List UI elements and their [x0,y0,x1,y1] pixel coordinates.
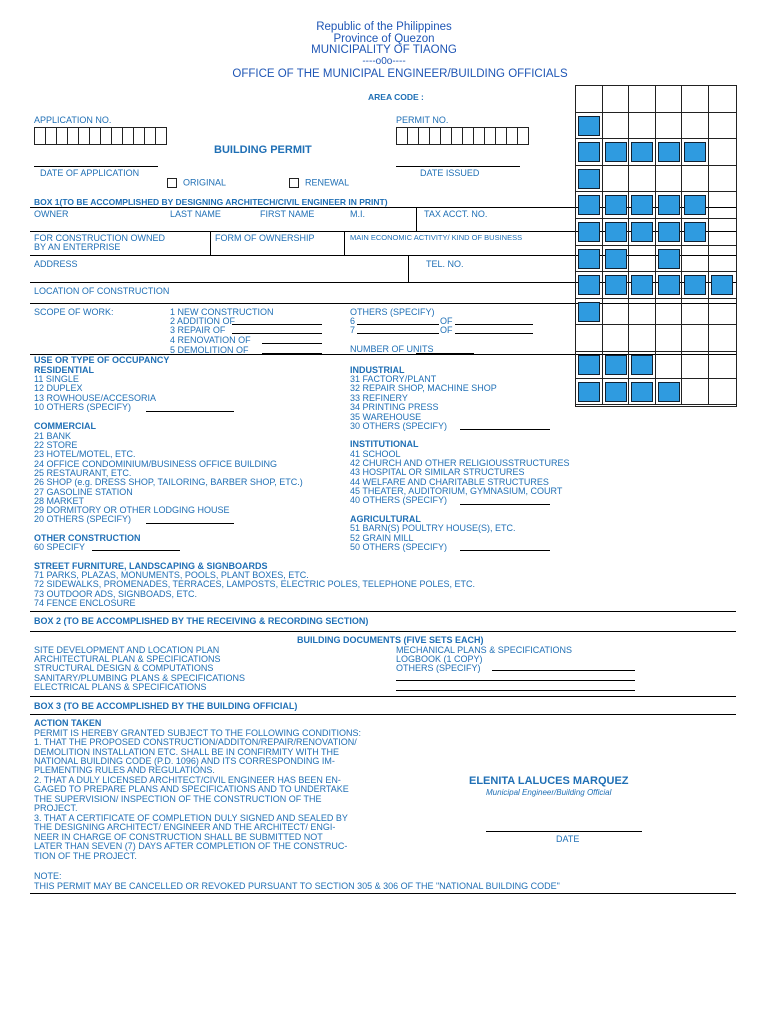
condition-line: PERMIT IS HEREBY GRANTED SUBJECT TO THE FOLLOWING CONDITIONS: [34,728,362,738]
occupancy-item: 28 MARKET [34,496,85,506]
condition-line: GAGED TO PREPARE PLANS AND SPECIFICATIONS AND TO UNDERTAKE [34,784,349,794]
header-republic: Republic of the Philippines [316,21,452,33]
grid-cell-filled [658,382,680,402]
grid-cell[interactable] [629,325,656,352]
grid-cell-filled [578,222,600,242]
occupancy-item: 44 WELFARE AND CHARITABLE STRUCTURES [350,477,549,487]
header-ornament: ----o0o---- [362,56,406,67]
occupancy-item: 13 ROWHOUSE/ACCESORIA [34,393,157,403]
grid-cell-filled [578,355,600,375]
grid-cell[interactable] [603,325,630,352]
grid-cell[interactable] [656,325,683,352]
original-label: ORIGINAL [183,177,227,188]
scope-item: 2 ADDITION OF [170,316,236,326]
grid-cell[interactable] [709,192,736,219]
enterprise-label-2: BY AN ENTERPRISE [34,242,121,252]
grid-cell[interactable] [656,86,683,113]
grid-cell[interactable] [629,246,656,273]
condition-line: THE DESIGNING ARCHITECT/ ENGINEER AND THE ARCHITECT/ ENGI- [34,822,336,832]
occupancy-item: 73 OUTDOOR ADS, SIGNBOADS, ETC. [34,589,198,599]
condition-line: PLEMENTING RULES AND REGULATIONS. [34,765,215,775]
grid-cell[interactable] [656,166,683,193]
occupancy-item: 71 PARKS, PLAZAS, MONUMENTS, POOLS, PLANT BOXES, ETC. [34,570,309,580]
occupancy-item: 24 OFFICE CONDOMINIUM/BUSINESS OFFICE BUILDING [34,459,278,469]
grid-cell-filled [658,275,680,295]
owner-label: OWNER [34,209,69,219]
last-name-label: LAST NAME [170,209,221,219]
grid-cell-filled [578,116,600,136]
address-label: ADDRESS [34,259,78,269]
official-name: ELENITA LALUCES MARQUEZ [469,775,629,787]
box2-heading: BOX 2 (TO BE ACCOMPLISHED BY THE RECEIVING & RECORDING SECTION) [34,616,369,626]
condition-line: DEMOLITION INSTALLATION ETC. SHALL BE IN CONFIRMITY WITH THE [34,747,340,757]
tax-acct-label: TAX ACCT. NO. [424,209,488,219]
grid-cell-filled [631,275,653,295]
occupancy-item: 40 OTHERS (SPECIFY) [350,495,448,505]
grid-cell-filled [658,222,680,242]
area-code-grid [575,85,737,407]
occupancy-item: 41 SCHOOL [350,449,401,459]
action-taken-label: ACTION TAKEN [34,718,102,728]
occupancy-item: 23 HOTEL/MOTEL, ETC. [34,449,136,459]
grid-cell[interactable] [682,246,709,273]
occupancy-item: 74 FENCE ENCLOSURE [34,598,136,608]
agricultural-heading: AGRICULTURAL [350,514,421,524]
grid-cell[interactable] [603,299,630,326]
scope-item: 1 NEW CONSTRUCTION [170,307,274,317]
doc-item: MECHANICAL PLANS & SPECIFICATIONS [396,645,573,655]
grid-cell-filled [658,195,680,215]
grid-cell-filled [605,222,627,242]
grid-cell-filled [578,142,600,162]
grid-cell[interactable] [656,113,683,140]
doc-item: ARCHITECTURAL PLAN & SPECIFICATIONS [34,654,221,664]
doc-item: ELECTRICAL PLANS & SPECIFICATIONS [34,682,207,692]
scope-item: 4 RENOVATION OF [170,335,251,345]
grid-cell-filled [684,275,706,295]
grid-cell-filled [631,195,653,215]
occupancy-item: 26 SHOP (e.g. DRESS SHOP, TAILORING, BARBER SHOP, ETC.) [34,477,303,487]
occupancy-item: 27 GASOLINE STATION [34,487,133,497]
other-construction-heading: OTHER CONSTRUCTION [34,533,141,543]
occupancy-item: 42 CHURCH AND OTHER RELIGIOUSSTRUCTURES [350,458,570,468]
grid-cell-filled [605,382,627,402]
grid-cell[interactable] [656,299,683,326]
condition-line: PROJECT. [34,803,78,813]
renewal-label: RENEWAL [305,177,350,188]
residential-heading: RESIDENTIAL [34,365,95,375]
grid-cell-filled [578,249,600,269]
doc-item: OTHERS (SPECIFY) [396,663,481,673]
grid-cell[interactable] [576,86,603,113]
application-no-label: APPLICATION NO. [34,115,112,125]
number-units-label: NUMBER OF UNITS [350,344,434,354]
grid-cell-filled [711,275,733,295]
tel-no-label: TEL. NO. [426,259,464,269]
grid-cell[interactable] [709,139,736,166]
occupancy-item: 72 SIDEWALKS, PROMENADES, TERRACES, LAMPOSTS, ELECTRIC POLES, TELEPHONE POLES, ETC. [34,579,475,589]
occupancy-item: 52 GRAIN MILL [350,533,414,543]
occupancy-item: 34 PRINTING PRESS [350,402,439,412]
doc-item: STRUCTURAL DESIGN & COMPUTATIONS [34,663,214,673]
grid-cell[interactable] [603,113,630,140]
grid-cell-filled [631,142,653,162]
grid-cell[interactable] [603,86,630,113]
grid-cell-filled [631,222,653,242]
industrial-heading: INDUSTRIAL [350,365,405,375]
occupancy-item: 45 THEATER, AUDITORIUM, GYMNASIUM, COURT [350,486,563,496]
occupancy-item: 30 OTHERS (SPECIFY) [350,421,448,431]
condition-line: TION OF THE PROJECT. [34,851,137,861]
occupancy-item: 20 OTHERS (SPECIFY) [34,514,132,524]
grid-cell[interactable] [709,113,736,140]
occupancy-item: 50 OTHERS (SPECIFY) [350,542,448,552]
grid-cell-filled [658,142,680,162]
occupancy-heading: USE OR TYPE OF OCCUPANCY [34,355,170,365]
box1-heading: BOX 1(TO BE ACCOMPLISHED BY DESIGNING ARCHITECH/CIVIL ENGINEER IN PRINT) [34,197,388,207]
grid-cell[interactable] [709,299,736,326]
occupancy-item: 11 SINGLE [34,374,79,384]
permit-no-label: PERMIT NO. [396,115,449,125]
grid-cell[interactable] [709,219,736,246]
header-office: OFFICE OF THE MUNICIPAL ENGINEER/BUILDING OFFICIALS [232,68,568,80]
official-title: Municipal Engineer/Building Official [486,788,612,797]
doc-item: LOGBOOK (1 COPY) [396,654,483,664]
grid-cell[interactable] [629,166,656,193]
grid-cell-filled [578,169,600,189]
grid-cell[interactable] [682,352,709,379]
grid-cell[interactable] [682,299,709,326]
condition-line: 3. THAT A CERTIFICATE OF COMPLETION DULY SIGNED AND SEALED BY [34,813,348,823]
occupancy-item: 43 HOSPITAL OR SIMILAR STRUCTURES [350,467,525,477]
renewal-checkbox[interactable] [289,178,349,188]
grid-cell[interactable] [709,379,736,406]
condition-line: THE SUPERVISION/ INSPECTION OF THE CONSTRUCTION OF THE [34,794,322,804]
occupancy-item: 35 WAREHOUSE [350,412,422,422]
condition-line: NATIONAL BUILDING CODE (P.D. 1096) AND ITS CORRESPONDING IM- [34,756,335,766]
grid-cell[interactable] [682,379,709,406]
occupancy-item: 10 OTHERS (SPECIFY) [34,402,132,412]
grid-cell[interactable] [629,86,656,113]
date-label: DATE [556,834,580,844]
grid-cell-filled [578,275,600,295]
doc-item: SANITARY/PLUMBING PLANS & SPECIFICATIONS [34,673,246,683]
others-specify-label: OTHERS (SPECIFY) [350,307,435,317]
institutional-heading: INSTITUTIONAL [350,439,419,449]
box3-heading: BOX 3 (TO BE ACCOMPLISHED BY THE BUILDING OFFICIAL) [34,701,298,711]
grid-cell[interactable] [709,352,736,379]
grid-cell[interactable] [656,352,683,379]
occupancy-item: 25 RESTAURANT, ETC. [34,468,132,478]
note-text: THIS PERMIT MAY BE CANCELLED OR REVOKED PURSUANT TO SECTION 305 & 306 OF THE "NATIONAL BUILDING CODE" [34,881,560,891]
application-no-boxes[interactable] [34,127,166,145]
first-name-label: FIRST NAME [260,209,315,219]
date-issued-label: DATE ISSUED [420,168,480,178]
location-label: LOCATION OF CONSTRUCTION [34,286,170,296]
grid-cell[interactable] [709,166,736,193]
grid-cell-filled [605,249,627,269]
grid-cell[interactable] [682,86,709,113]
street-heading: STREET FURNITURE, LANDSCAPING & SIGNBOARDS [34,561,268,571]
mi-label: M.I. [350,209,365,219]
of-label: OF [440,316,453,326]
occupancy-item: 51 BARN(S) POULTRY HOUSE(S), ETC. [350,523,516,533]
of-label: OF [440,325,453,335]
grid-cell[interactable] [682,325,709,352]
condition-line: 2. THAT A DULY LICENSED ARCHITECT/CIVIL ENGINEER HAS BEEN EN- [34,775,341,785]
grid-cell[interactable] [576,325,603,352]
grid-cell-filled [605,195,627,215]
note-label: NOTE: [34,871,62,881]
header-municipality: MUNICIPALITY OF TIAONG [311,44,457,56]
header-province: Province of Quezon [333,33,435,45]
occupancy-item: 32 REPAIR SHOP, MACHINE SHOP [350,383,497,393]
grid-cell[interactable] [629,113,656,140]
scope-item: 3 REPAIR OF [170,325,226,335]
docs-heading: BUILDING DOCUMENTS (FIVE SETS EACH) [297,635,484,645]
grid-cell-filled [658,249,680,269]
commercial-heading: COMMERCIAL [34,421,96,431]
grid-cell[interactable] [709,86,736,113]
occupancy-item: 33 REFINERY [350,393,408,403]
page-title: BUILDING PERMIT [214,144,312,156]
grid-cell-filled [605,355,627,375]
grid-cell-filled [605,275,627,295]
grid-cell-filled [684,142,706,162]
grid-cell-filled [684,195,706,215]
grid-cell-filled [631,382,653,402]
enterprise-label-1: FOR CONSTRUCTION OWNED [34,233,165,243]
grid-cell[interactable] [709,246,736,273]
doc-item: SITE DEVELOPMENT AND LOCATION PLAN [34,645,220,655]
others-7-label: 7 [350,325,356,335]
occupancy-item: 29 DORMITORY OR OTHER LODGING HOUSE [34,505,230,515]
grid-cell[interactable] [682,166,709,193]
grid-cell-filled [578,382,600,402]
grid-cell-filled [605,142,627,162]
grid-cell[interactable] [682,113,709,140]
original-checkbox[interactable] [167,178,226,188]
condition-line: NEER IN CHARGE OF CONSTRUCTION SHALL BE SUBMITTED NOT [34,832,323,842]
others-6-label: 6 [350,316,356,326]
grid-cell-filled [631,355,653,375]
grid-cell-filled [578,302,600,322]
area-code-label: AREA CODE : [368,92,424,102]
condition-line: 1. THAT THE PROPOSED CONSTRUCTION/ADDITON/REPAIR/RENOVATION/ [34,737,357,747]
occupancy-item: 12 DUPLEX [34,383,83,393]
grid-cell[interactable] [629,299,656,326]
occupancy-item: 21 BANK [34,431,72,441]
grid-cell-filled [684,222,706,242]
occupancy-item: 22 STORE [34,440,78,450]
grid-cell[interactable] [709,325,736,352]
permit-no-boxes[interactable] [396,127,528,145]
grid-cell[interactable] [603,166,630,193]
form-ownership-label: FORM OF OWNERSHIP [215,233,315,243]
scope-item: 5 DEMOLITION OF [170,345,249,355]
occupancy-item: 31 FACTORY/PLANT [350,374,437,384]
occupancy-item: 60 SPECIFY [34,542,86,552]
main-economic-label: MAIN ECONOMIC ACTIVITY/ KIND OF BUSINESS [350,233,523,242]
scope-of-work-label: SCOPE OF WORK: [34,307,114,317]
date-application-label: DATE OF APPLICATION [40,168,140,178]
grid-cell-filled [578,195,600,215]
condition-line: LATER THAN SEVEN (7) DAYS AFTER COMPLETION OF THE CONSTRUC- [34,841,348,851]
